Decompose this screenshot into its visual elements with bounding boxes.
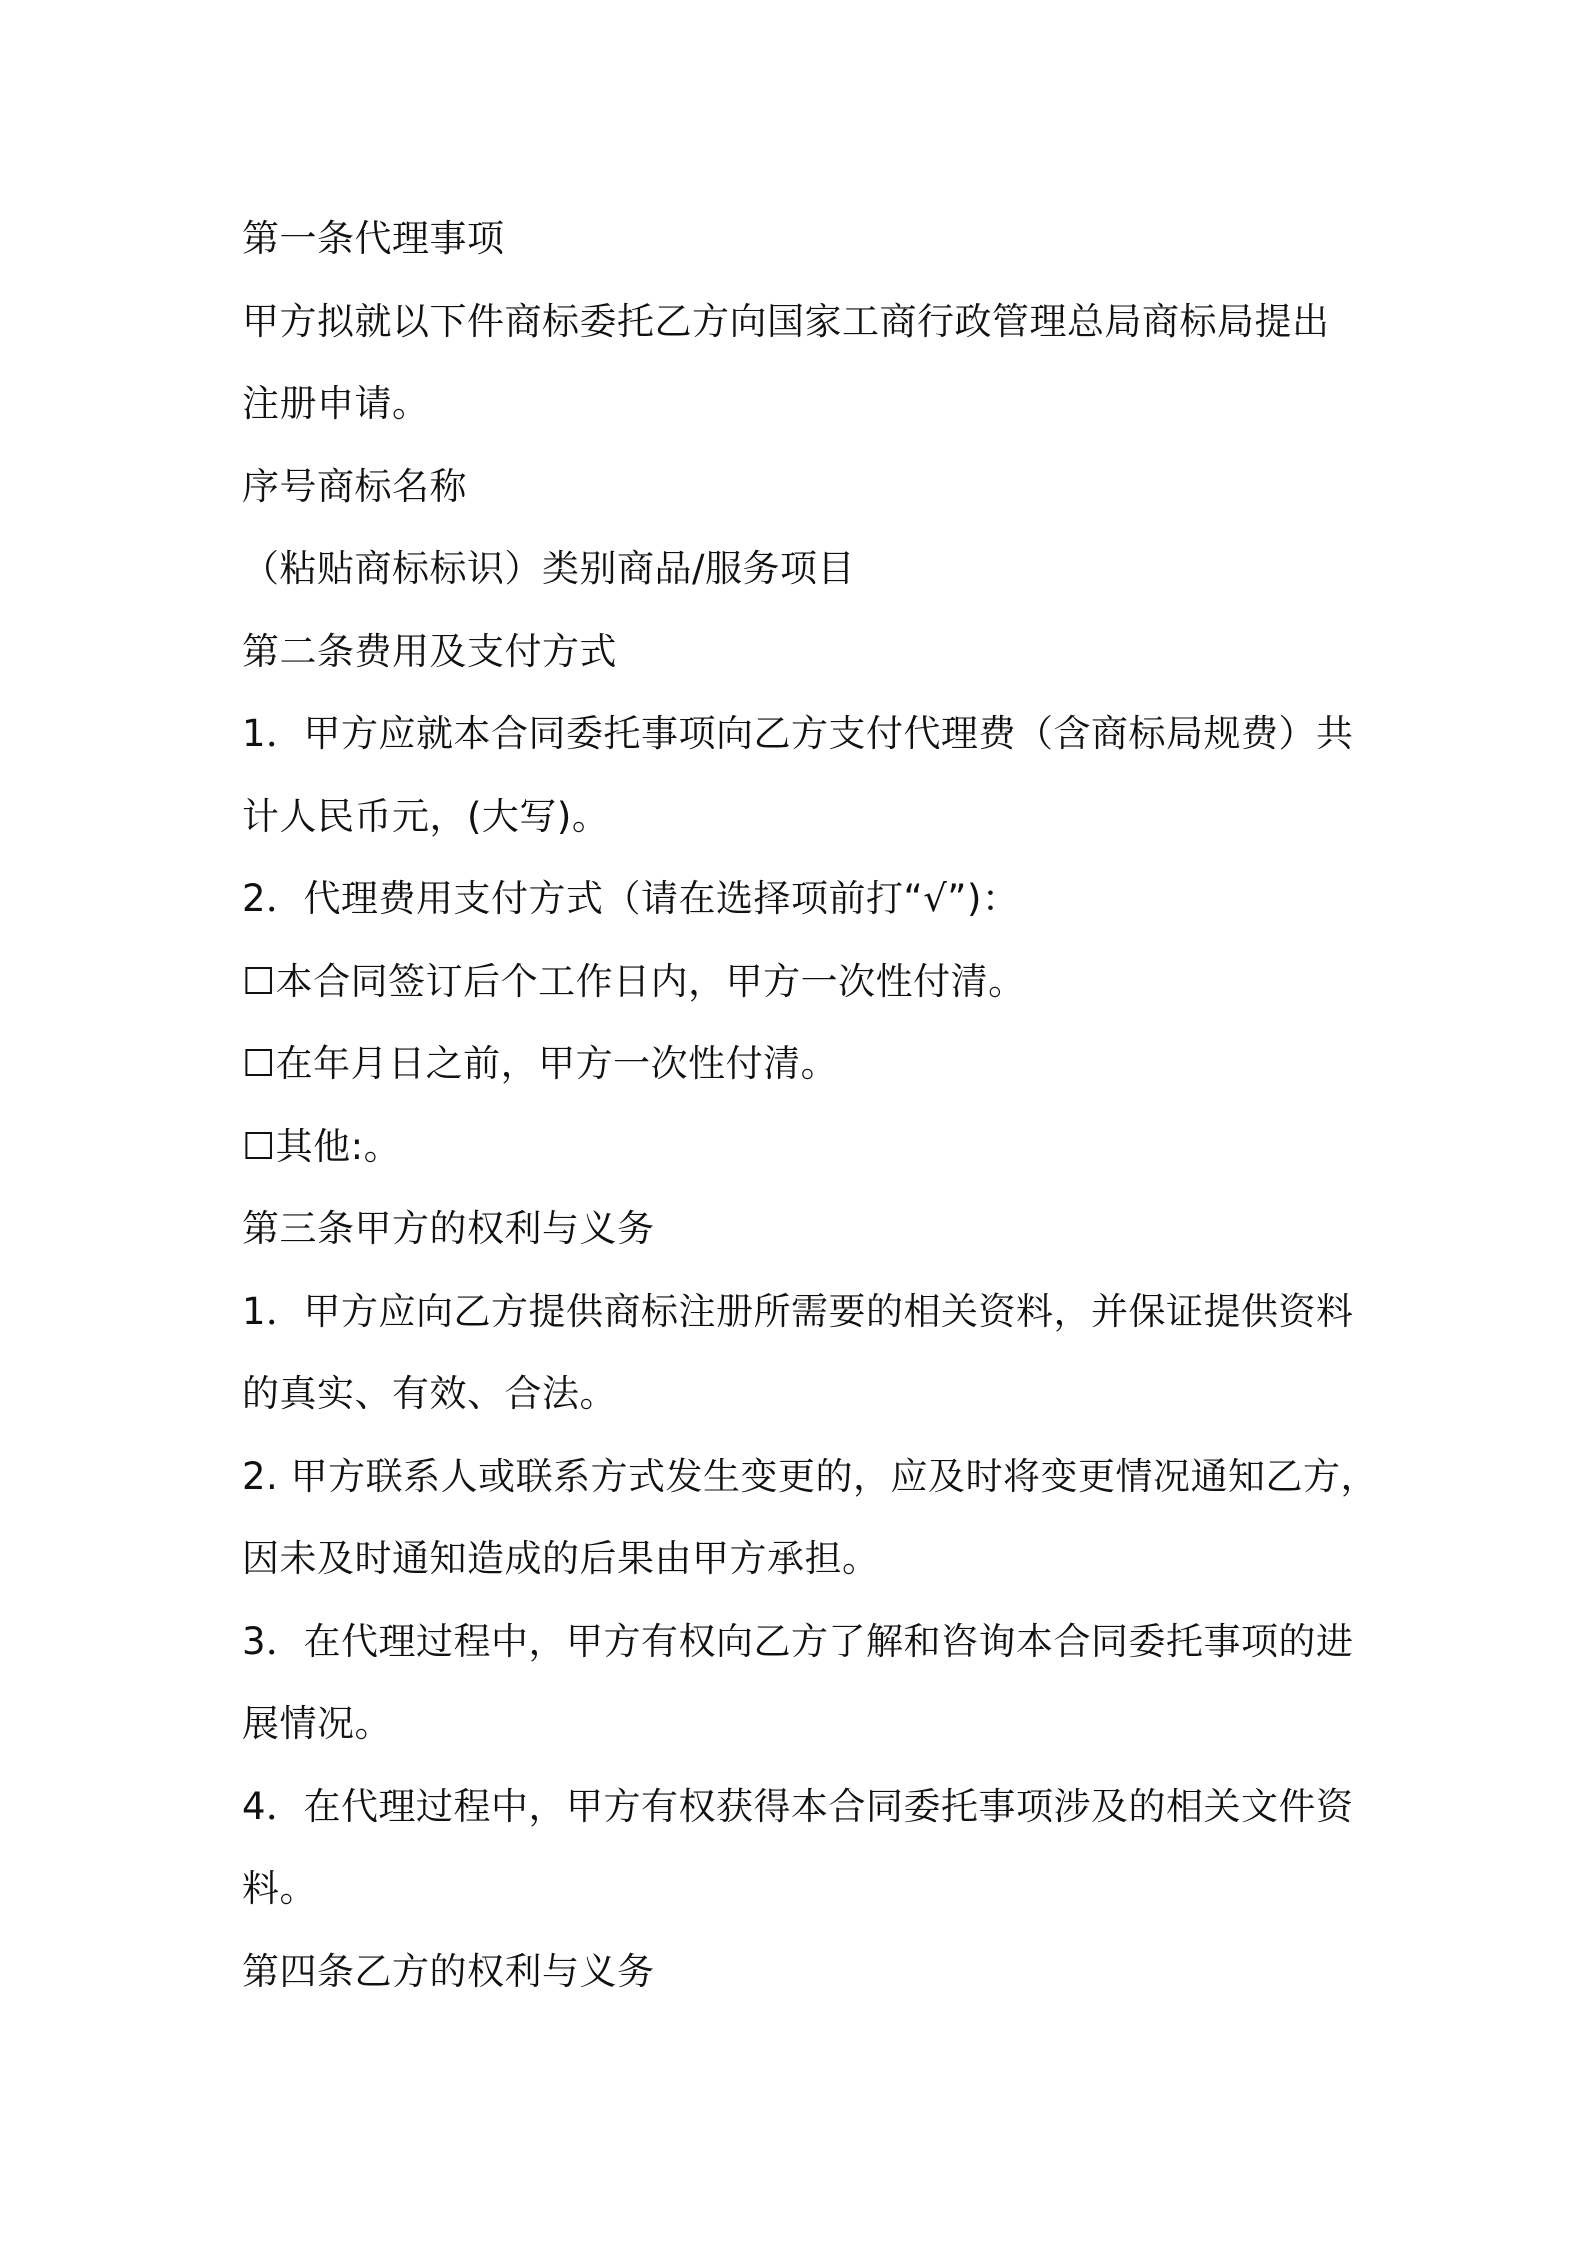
article-3-item-1-line-2: 的真实、有效、合法。 <box>242 1372 617 1415</box>
article-3-item-1-line-1: 1．甲方应向乙方提供商标注册所需要的相关资料，并保证提供资料 <box>242 1289 1354 1333</box>
article-3-item-3-line-1: 3．在代理过程中，甲方有权向乙方了解和咨询本合同委托事项的进 <box>242 1619 1354 1663</box>
table-header-logo-class: （粘贴商标标识）类别商品/服务项目 <box>242 547 855 590</box>
article-1-text-line-2: 注册申请。 <box>242 382 430 425</box>
article-1-heading: 第一条代理事项 <box>242 217 505 260</box>
article-3-item-4-line-1: 4．在代理过程中，甲方有权获得本合同委托事项涉及的相关文件资 <box>242 1784 1354 1828</box>
article-2-item-1-line-1: 1．甲方应就本合同委托事项向乙方支付代理费（含商标局规费）共 <box>242 712 1354 755</box>
payment-option-1: ☐本合同签订后个工作日内，甲方一次性付清。 <box>242 959 1026 1003</box>
article-2-heading: 第二条费用及支付方式 <box>242 629 617 673</box>
article-3-item-2-line-1: 2. 甲方联系人或联系方式发生变更的，应及时将变更情况通知乙方， <box>242 1454 1379 1498</box>
article-2-item-2: 2．代理费用支付方式（请在选择项前打“√”)： <box>242 877 1020 920</box>
article-1-text-line-1: 甲方拟就以下件商标委托乙方向国家工商行政管理总局商标局提出 <box>242 299 1330 343</box>
article-3-heading: 第三条甲方的权利与义务 <box>242 1207 655 1250</box>
article-3-item-3-line-2: 展情况。 <box>242 1702 392 1745</box>
article-2-item-1-line-2: 计人民币元，(大写)。 <box>242 794 610 838</box>
payment-option-2: ☐在年月日之前，甲方一次性付清。 <box>242 1042 839 1085</box>
article-3-item-2-line-2: 因未及时通知造成的后果由甲方承担。 <box>242 1537 880 1580</box>
payment-option-other: ☐其他:。 <box>242 1124 402 1168</box>
article-4-heading: 第四条乙方的权利与义务 <box>242 1949 655 1993</box>
document-page <box>242 198 1379 2013</box>
article-3-item-4-line-2: 料。 <box>242 1867 317 1910</box>
table-header-serial-name: 序号商标名称 <box>242 464 467 508</box>
